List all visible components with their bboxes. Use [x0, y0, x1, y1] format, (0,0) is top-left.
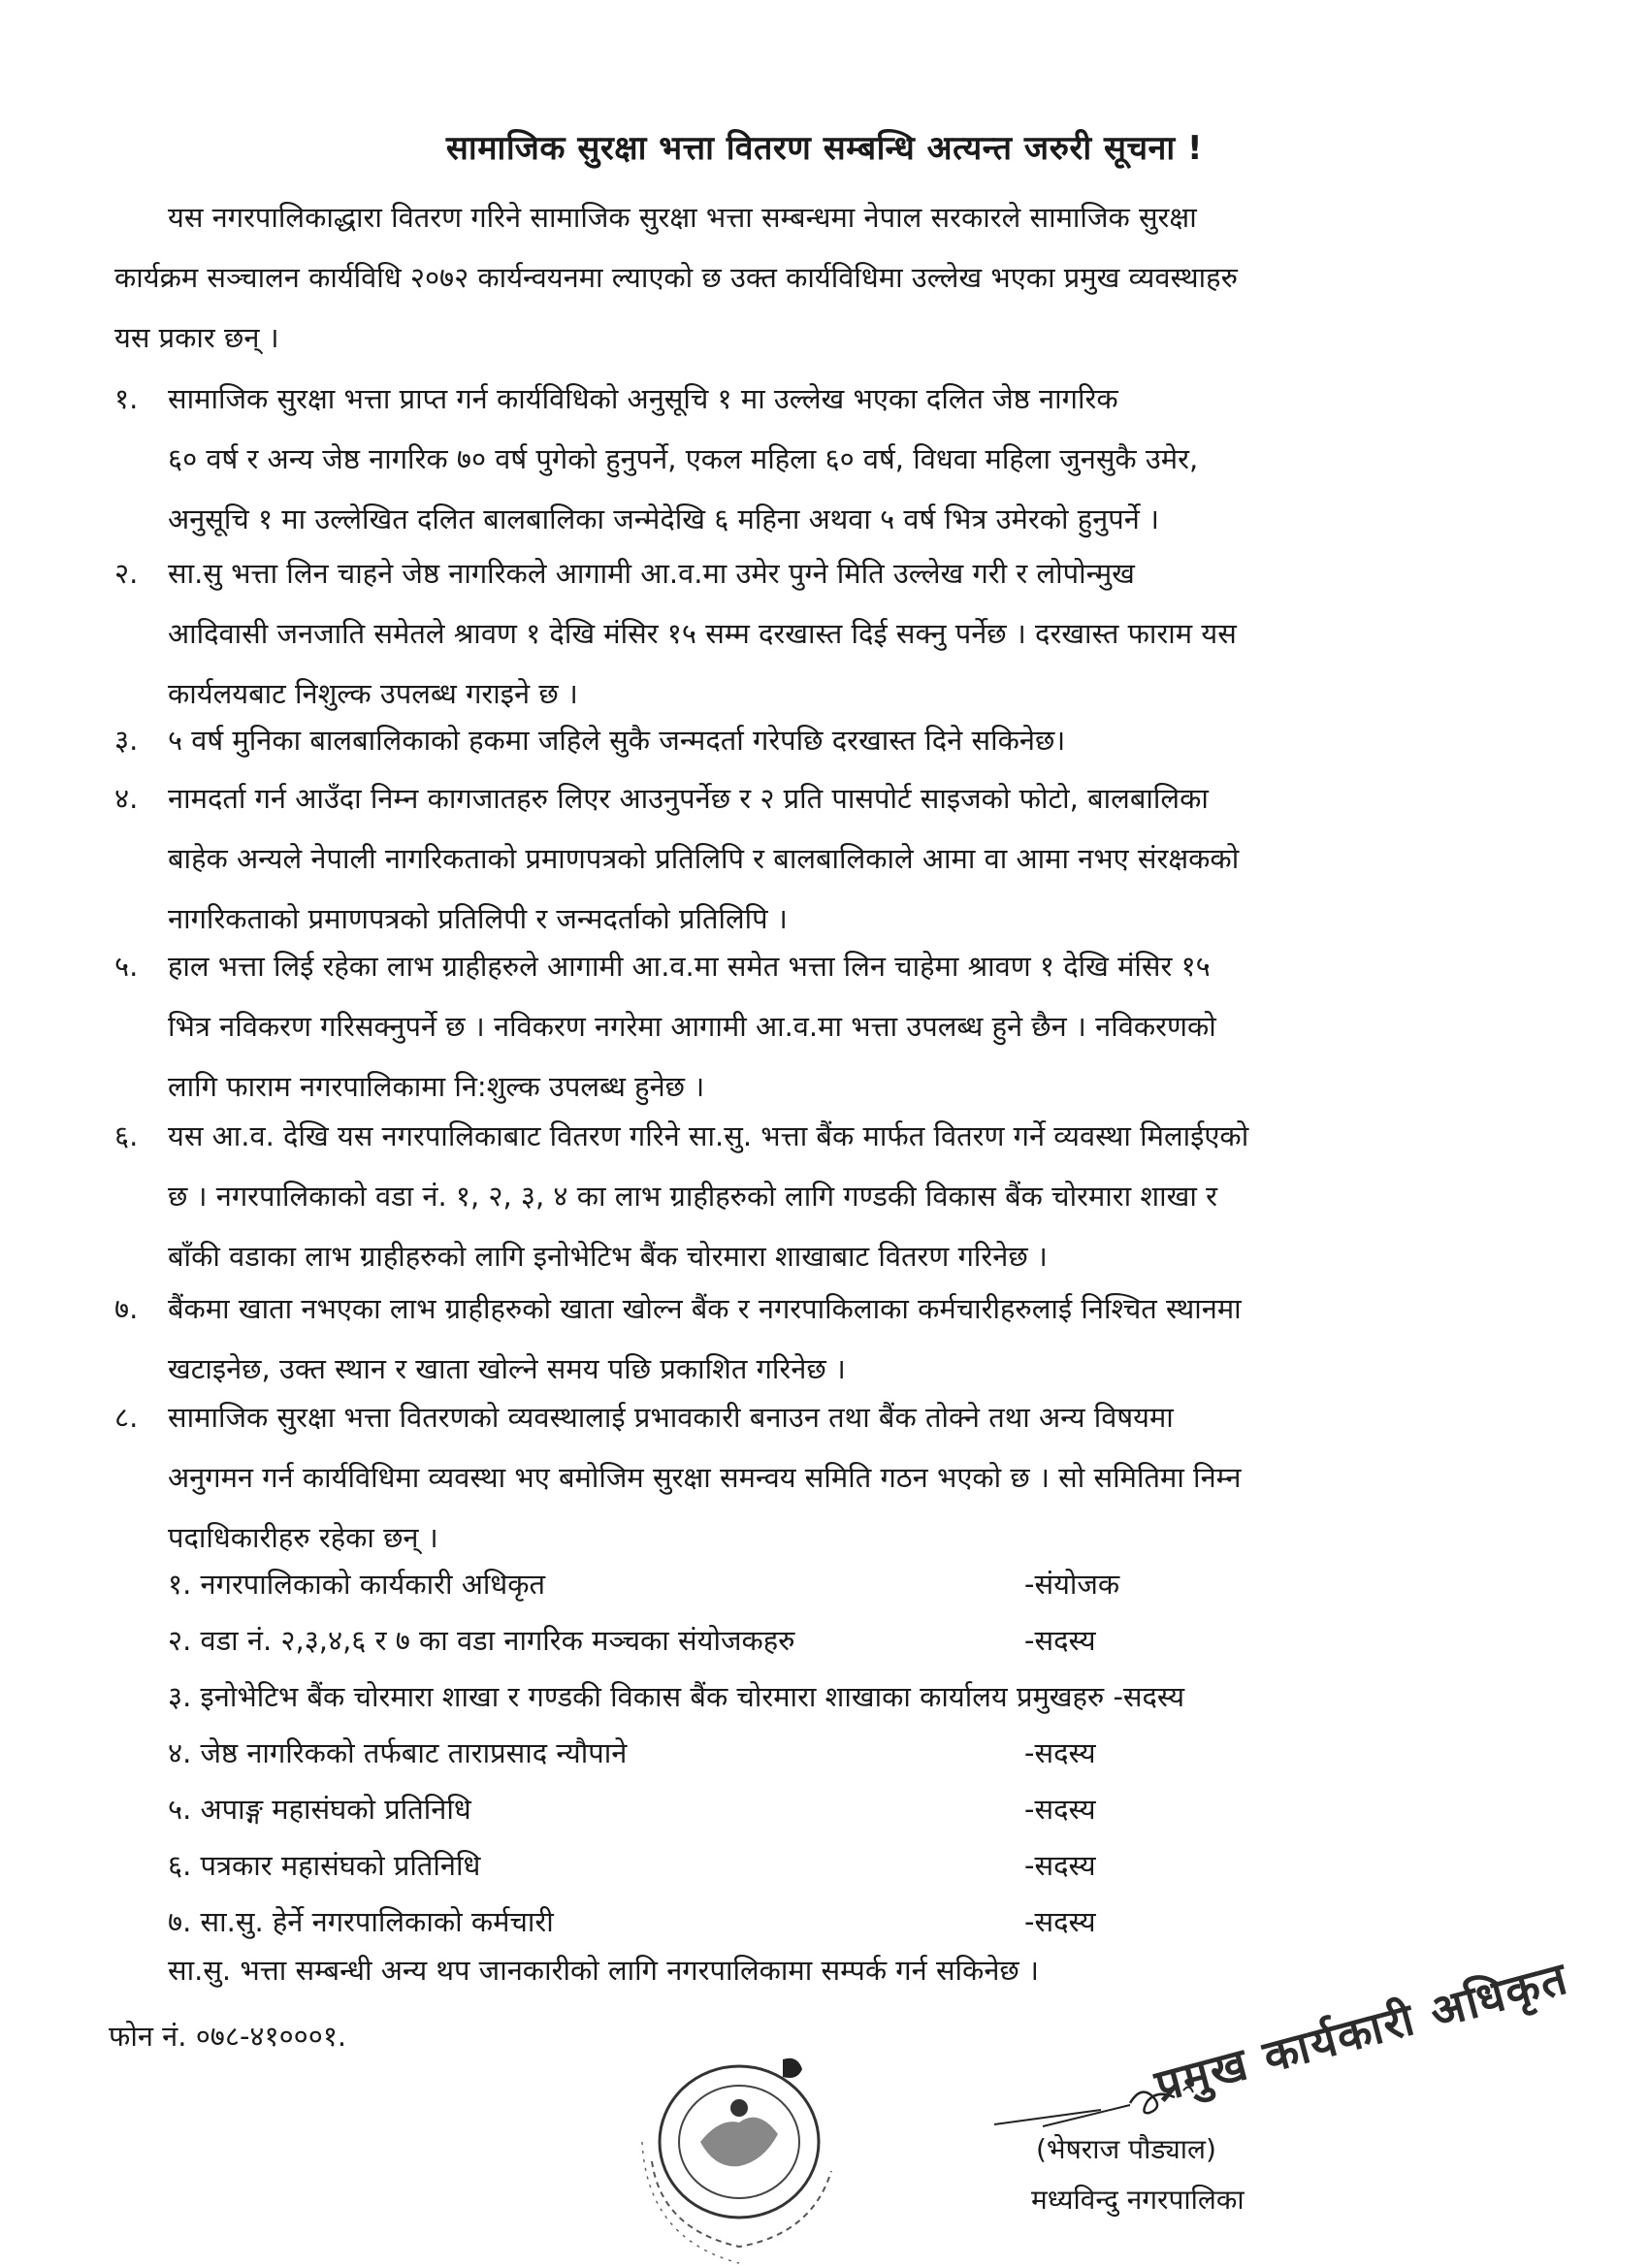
intro-paragraph — [114, 187, 1468, 368]
officer-stamp: प्रमुख कार्यकारी अधिकृत — [1149, 1951, 1574, 2113]
committee-member — [168, 1781, 1468, 1837]
committee-member — [168, 1669, 1468, 1725]
item-number: ३. — [114, 724, 139, 757]
member-role: -सदस्य — [1024, 1793, 1096, 1826]
member-role: -सदस्य — [1024, 1624, 1096, 1657]
item-number: ४. — [114, 782, 139, 815]
member-name: १. नगरपालिकाको कार्यकारी अधिकृत — [168, 1568, 546, 1601]
member-name: ६. पत्रकार महासंघको प्रतिनिधि — [168, 1849, 481, 1882]
member-name: ७. सा.सु. हेर्ने नगरपालिकाको कर्मचारी — [168, 1905, 554, 1938]
member-role: -सदस्य — [1024, 1849, 1096, 1882]
member-role: -सदस्य — [1113, 1680, 1185, 1713]
member-name: २. वडा नं. २,३,४,६ र ७ का वडा नागरिक मञ्चका संयोजकहरु — [168, 1624, 795, 1657]
item-number: ८. — [114, 1401, 139, 1434]
member-role: -संयोजक — [1024, 1568, 1120, 1601]
item-line: पदाधिकारीहरु रहेका छन् । — [168, 1521, 438, 1554]
item-line: लागि फाराम नगरपालिकामा नि:शुल्क उपलब्ध हुनेछ । — [168, 1070, 705, 1103]
item-line: अनुगमन गर्न कार्यविधिमा व्यवस्था भए बमोजिम सुरक्षा समन्वय समिति गठन भएको छ । सो समितिमा निम्न — [168, 1461, 1242, 1494]
item-line: छ । नगरपालिकाको वडा नं. १, २, ३, ४ का लाभ ग्राहीहरुको लागि गण्डकी विकास बैंक चोरमारा शाखा र — [168, 1180, 1217, 1213]
intro-line: यस प्रकार छन् । — [114, 321, 279, 354]
item-number: ६. — [114, 1119, 139, 1152]
committee-member-list — [168, 1556, 1468, 1950]
member-role: -सदस्य — [1024, 1736, 1096, 1769]
committee-member — [168, 1725, 1468, 1781]
item-line: सा.सु भत्ता लिन चाहने जेष्ठ नागरिकले आगामी आ.व.मा उमेर पुग्ने मिति उल्लेख गरी र लोपोन्मुख — [168, 557, 1135, 590]
item-number: १. — [114, 382, 139, 415]
item-line: सामाजिक सुरक्षा भत्ता प्राप्त गर्न कार्यविधिको अनुसूचि १ मा उल्लेख भएका दलित जेष्ठ नागरिक — [168, 382, 1118, 415]
committee-member — [168, 1837, 1468, 1894]
item-line: सामाजिक सुरक्षा भत्ता वितरणको व्यवस्थालाई प्रभावकारी बनाउन तथा बैंक तोक्ने तथा अन्य विषयमा — [168, 1401, 1174, 1434]
item-line: अनुसूचि १ मा उल्लेखित दलित बालबालिका जन्मेदेखि ६ महिना अथवा ५ वर्ष भित्र उमेरको हुनुपर्ने । — [168, 502, 1160, 535]
item-line: आदिवासी जनजाति समेतले श्रावण १ देखि मंसिर १५ सम्म दरखास्त दिई सक्नु पर्नेछ । दरखास्त फाराम यस — [168, 617, 1237, 650]
closing-sentence: सा.सु. भत्ता सम्बन्धी अन्य थप जानकारीको लागि नगरपालिकामा सम्पर्क गर्न सकिनेछ । — [168, 1954, 1039, 1987]
item-number: ५. — [114, 950, 139, 983]
item-line: हाल भत्ता लिई रहेका लाभ ग्राहीहरुले आगामी आ.व.मा समेत भत्ता लिन चाहेमा श्रावण १ देखि मंसिर १५ — [168, 950, 1211, 983]
member-name: ३. इनोभेटिभ बैंक चोरमारा शाखा र गण्डकी विकास बैंक चोरमारा शाखाका कार्यालय प्रमुखहरु — [168, 1680, 1105, 1713]
item-number: २. — [114, 557, 139, 590]
office-seal-icon — [594, 2025, 875, 2268]
item-line: बैंकमा खाता नभएका लाभ ग्राहीहरुको खाता खोल्न बैंक र नगरपाकिलाका कर्मचारीहरुलाई निश्चित स्थानमा — [168, 1292, 1242, 1325]
signer-name: (भेषराज पौड्याल) — [1036, 2133, 1216, 2165]
item-number: ७. — [114, 1292, 139, 1325]
item-line: बाँकी वडाका लाभ ग्राहीहरुको लागि इनोभेटिभ बैंक चोरमारा शाखाबाट वितरण गरिनेछ । — [168, 1240, 1048, 1273]
item-line: नागरिकताको प्रमाणपत्रको प्रतिलिपी र जन्मदर्ताको प्रतिलिपि । — [168, 902, 788, 935]
committee-member — [168, 1556, 1468, 1612]
intro-line: यस नगरपालिकाद्धारा वितरण गरिने सामाजिक सुरक्षा भत्ता सम्बन्धमा नेपाल सरकारले सामाजिक सुरक्षा — [168, 201, 1197, 234]
phone-number: फोन नं. ०७८-४१०००१. — [109, 2020, 347, 2053]
member-role: -सदस्य — [1024, 1905, 1096, 1938]
member-name: ४. जेष्ठ नागरिकको तर्फबाट ताराप्रसाद न्यौपाने — [168, 1736, 628, 1769]
committee-member — [168, 1612, 1468, 1669]
item-line: भित्र नविकरण गरिसक्नुपर्ने छ । नविकरण नगरेमा आगामी आ.व.मा भत्ता उपलब्ध हुने छैन । नविकरणको — [168, 1010, 1216, 1043]
item-line: यस आ.व. देखि यस नगरपालिकाबाट वितरण गरिने सा.सु. भत्ता बैंक मार्फत वितरण गर्ने व्यवस्था मिलाईएको — [168, 1119, 1249, 1152]
signer-office: मध्यविन्दु नगरपालिका — [1031, 2184, 1245, 2216]
item-line: नामदर्ता गर्न आउँदा निम्न कागजातहरु लिएर आउनुपर्नेछ र २ प्रति पासपोर्ट साइजको फोटो, बालबालिका — [168, 782, 1209, 815]
notice-title: सामाजिक सुरक्षा भत्ता वितरण सम्बन्धि अत्यन्त जरुरी सूचना ! — [445, 129, 1204, 168]
item-line: बाहेक अन्यले नेपाली नागरिकताको प्रमाणपत्रको प्रतिलिपि र बालबालिकाले आमा वा आमा नभए संरक्षकको — [168, 842, 1240, 875]
member-name: ५. अपाङ्ग महासंघको प्रतिनिधि — [168, 1793, 471, 1826]
item-line: ५ वर्ष मुनिका बालबालिकाको हकमा जहिले सुकै जन्मदर्ता गरेपछि दरखास्त दिने सकिनेछ। — [168, 724, 1066, 757]
intro-line: कार्यक्रम सञ्चालन कार्यविधि २०७२ कार्यन्वयनमा ल्याएको छ उक्त कार्यविधिमा उल्लेख भएका प्रमुख व्यवस्थाहरु — [114, 261, 1238, 294]
item-line: ६० वर्ष र अन्य जेष्ठ नागरिक ७० वर्ष पुगेको हुनुपर्ने, एकल महिला ६० वर्ष, विधवा महिला जुनसुकै उमेर, — [168, 442, 1199, 475]
item-line: कार्यलयबाट निशुल्क उपलब्ध गराइने छ । — [168, 677, 578, 710]
item-line: खटाइनेछ, उक्त स्थान र खाता खोल्ने समय पछि प्रकाशित गरिनेछ । — [168, 1352, 846, 1385]
